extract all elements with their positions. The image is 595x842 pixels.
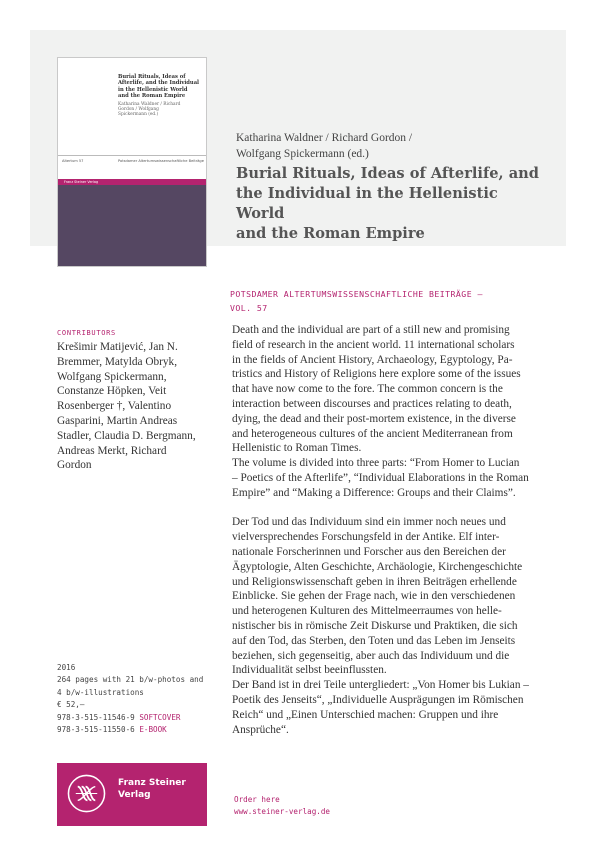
cover-series-number: Altertum 57 bbox=[62, 159, 84, 163]
illustration-count: 4 b/w-illustrations bbox=[57, 687, 144, 697]
series-label: POTSDAMER ALTERTUMSWISSENSCHAFTLICHE BEITRÄGE – VOL. 57 bbox=[230, 289, 483, 313]
order-label: Order here bbox=[234, 795, 280, 804]
softcover-label: SOFTCOVER bbox=[139, 712, 181, 722]
german-description: Der Tod und das Individuum sind ein immer noch neues und vielversprechendes Forschungsfeld in der Antike. Elf inter- nationale Forscherinnen und Forscher aus den Bereichen der Ägyptologie, Alten Geschichte, Archäologie, Kirchengeschichte und Religionswissenschaft geben in ihren Beiträgen erhellende Einblicke. Sie gehen der Frage nach, wie in den verschiedenen und heterogenen Kulturen des Mittelmeerraumes von helle- nistischer bis in römische Zeit Diskurse und Praktiken, die sich auf den Tod, das Sterben, den Toten und das Leben im Jenseits beziehen, sich gegenseitig, aber auch das Individuum und die Individualität selbst beeinflussten. Der Band ist in drei Teile untergliedert: „Von Homer bis Lukian – Poetik des Jenseits“, „Individuelle Ausprägungen im Römischen Reich“ und „Einen Unterschied machen: Gruppen und ihre Ansprüche“. bbox=[232, 516, 529, 736]
description bbox=[232, 323, 562, 737]
cover-divider bbox=[58, 155, 206, 156]
order-link[interactable]: www.steiner-verlag.de bbox=[234, 807, 331, 817]
book-cover[interactable] bbox=[57, 57, 207, 267]
publisher-logo-icon bbox=[67, 774, 106, 813]
cover-bottom-panel bbox=[58, 185, 206, 266]
isbn-softcover-line bbox=[57, 712, 227, 724]
isbn-ebook: 978-3-515-11550-6 bbox=[57, 725, 135, 735]
isbn-ebook-line bbox=[57, 724, 227, 736]
publication-year: 2016 bbox=[57, 663, 76, 672]
english-description: Death and the individual are part of a still new and promising field of research in the ancient world. 11 international scholars in the fields of Ancient History, Archaeology, Egyptology, Pa- tristics and History of Religions here explore some of the issues that have now come to the fore. The common concern is the interaction between discourses and practices relating to death, dying, the dead and their post-mortem existence, in the diverse and heterogeneous cultures of the ancient Mediterranean from Hellenistic to Roman Times. The volume is divided into three parts: “From Homer to Lucian – Poetics of the Afterlife”, “Individual Elaborations in the Roman Empire” and “Making a Difference: Groups and their Claims”. bbox=[232, 324, 529, 499]
isbn-softcover: 978-3-515-11546-9 bbox=[57, 712, 135, 722]
book-editors: Katharina Waldner / Richard Gordon / Wolfgang Spickermann (ed.) bbox=[236, 132, 413, 160]
book-title: Burial Rituals, Ideas of Afterlife, and the Individual in the Hellenistic World and the Roman Empire bbox=[236, 165, 539, 242]
page-count: 264 pages with 21 b/w-photos and bbox=[57, 675, 204, 685]
publisher-logo-block[interactable] bbox=[57, 763, 207, 826]
order-section bbox=[234, 794, 330, 819]
price: € 52,– bbox=[57, 700, 85, 710]
cover-title: Burial Rituals, Ideas of Afterlife, and the Individual in the Hellenistic World and the Roman Empire bbox=[118, 74, 200, 100]
contributors-list: Krešimir Matijević, Jan N. Bremmer, Matylda Obryk, Wolfgang Spickermann, Constanze Höpken, Veit Rosenberger †, Valentino Gasparini, Martin Andreas Stadler, Claudia D. Bergmann, Andreas Merkt, Richard Gordon bbox=[57, 341, 196, 472]
contributors-heading: CONTRIBUTORS bbox=[57, 329, 116, 337]
ebook-label: E-BOOK bbox=[139, 725, 167, 735]
publisher-name: Franz Steiner Verlag bbox=[118, 778, 186, 800]
book-details bbox=[57, 662, 227, 736]
cover-publisher-label: Franz Steiner Verlag bbox=[64, 180, 99, 184]
cover-editors: Katharina Waldner / Richard Gordon / Wolfgang Spickermann (ed.) bbox=[118, 102, 181, 118]
cover-series-label: Potsdamer Altertumswissenschaftliche Beiträge bbox=[118, 159, 204, 163]
